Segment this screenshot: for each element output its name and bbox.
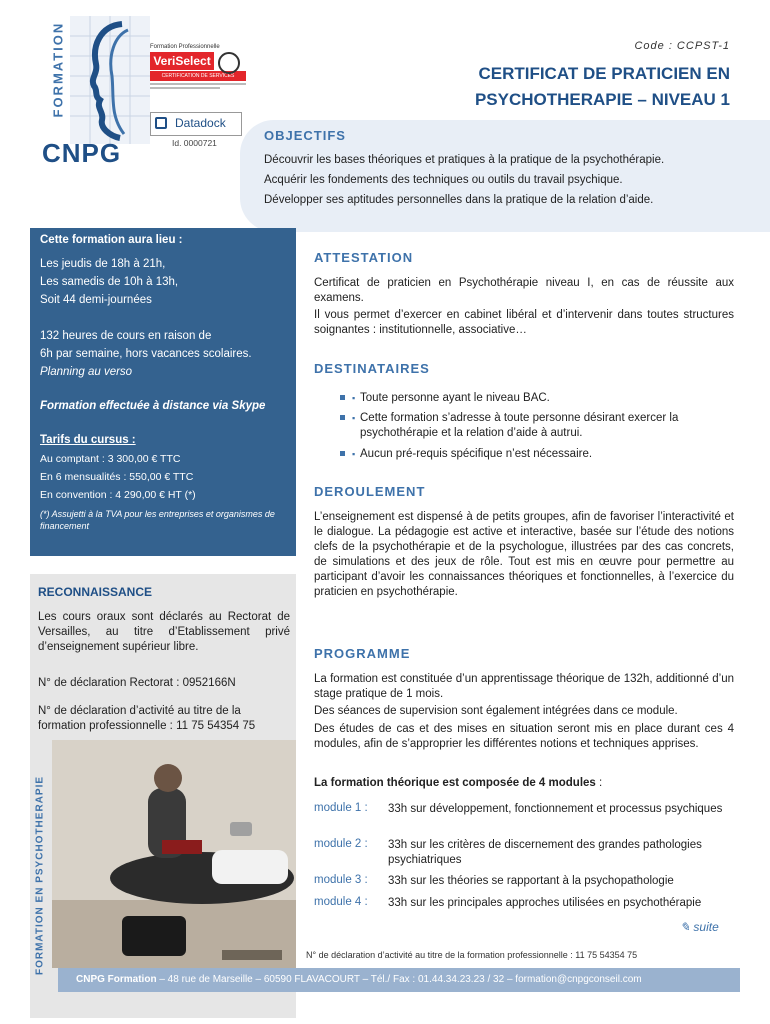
therapy-session-photo xyxy=(52,740,296,968)
tarif-line: Au comptant : 3 300,00 € TTC xyxy=(40,453,181,465)
deroulement-heading: DEROULEMENT xyxy=(314,484,426,499)
lieu-heading: Cette formation aura lieu : xyxy=(40,234,183,246)
module-text: 33h sur les critères de discernement des grandes pathologies psychiatriques xyxy=(388,839,702,866)
module-text: 33h sur développement, fonctionnement et processus psychiques xyxy=(388,803,723,815)
programme-p2: Des séances de supervision sont également intégrées dans ce module. xyxy=(314,705,678,717)
doc-code: Code : CCPST-1 xyxy=(634,40,730,52)
destinataire-item: ▪ Toute personne ayant le niveau BAC. xyxy=(360,391,730,406)
tarifs-heading: Tarifs du cursus : xyxy=(40,434,136,446)
attestation-heading: ATTESTATION xyxy=(314,250,414,265)
datadock-badge xyxy=(150,112,242,136)
activite-number: N° de déclaration d’activité au titre de la formation professionnelle : 11 75 54354 75 xyxy=(38,705,256,732)
programme-p1: La formation est constituée d’un apprentissage théorique de 132h, additionné d’un stage pratique de 1 mois. xyxy=(314,673,734,700)
logo-vertical-word: FORMATION xyxy=(50,21,66,118)
doc-title-line2: PSYCHOTHERAPIE – NIVEAU 1 xyxy=(474,90,730,109)
objectif-item: Acquérir les fondements des techniques ou outils du travail psychique. xyxy=(264,174,623,186)
objectif-item: Développer ses aptitudes personnelles dans la pratique de la relation d’aide. xyxy=(264,194,654,206)
tarif-line: En 6 mensualités : 550,00 € TTC xyxy=(40,471,194,483)
suite-link[interactable] xyxy=(680,920,719,934)
attestation-p2: Il vous permet d’exercer en cabinet libéral et d’intervenir dans toutes structures soignantes : institutionnelle, associative… xyxy=(314,309,734,336)
logo-name: CNPG xyxy=(42,138,122,168)
tarif-line: En convention : 4 290,00 € HT (*) xyxy=(40,489,196,501)
destinataires-heading: DESTINATAIRES xyxy=(314,361,430,376)
datadock-id: Id. 0000721 xyxy=(172,138,217,148)
modules-heading: La formation théorique est composée de 4 modules xyxy=(314,777,596,789)
bullet-icon xyxy=(340,415,345,420)
attestation-p1: Certificat de praticien en Psychothérapie niveau I, en cas de réussite aux examens. xyxy=(314,277,734,304)
distance-note: Formation effectuée à distance via Skype xyxy=(40,400,266,412)
schedule-line: Soit 44 demi-journées xyxy=(40,294,152,306)
veriselect-label: VeriSelect xyxy=(150,52,214,70)
schedule-line: Les samedis de 10h à 13h, xyxy=(40,276,179,288)
rectorat-number: N° de déclaration Rectorat : 0952166N xyxy=(38,677,236,689)
objectif-item: Découvrir les bases théoriques et pratiques à la pratique de la psychothérapie. xyxy=(264,154,665,166)
footer-company: CNPG Formation xyxy=(76,974,157,985)
module-text: 33h sur les théories se rapportant à la psychopathologie xyxy=(388,875,674,887)
module-label: module 2 : xyxy=(314,838,368,850)
cnpg-logo xyxy=(36,14,148,168)
formation-pro-label: Formation Professionnelle xyxy=(150,44,220,50)
hours-line: 132 heures de cours en raison de xyxy=(40,330,212,342)
module-text: 33h sur les principales approches utilisées en psychothérapie xyxy=(388,897,702,909)
objectifs-heading: OBJECTIFS xyxy=(264,128,346,143)
module-label: module 4 : xyxy=(314,896,368,908)
profile-head-icon xyxy=(70,16,150,144)
modules-intro xyxy=(314,777,602,789)
datadock-icon xyxy=(155,117,167,129)
veriselect-sub: CERTIFICATION DE SERVICES xyxy=(150,71,246,81)
deroulement-text: L’enseignement est dispensé à de petits groupes, afin de favoriser l’interactivité et le dialogue. La pédagogie est active et interactive, basée sur l’étude des notions clefs de la psychothérapie et de la psychologue, illustrées par des cas concrets, de simulations et des jeux de rôle. Tout est mis en œuvre pour permettre au participant d’avoir les connaissances théoriques et fonctionnelles, à l’exercice du praticien en psychothérapie. xyxy=(314,511,734,598)
tva-note: (*) Assujetti à la TVA pour les entreprises et organismes de financement xyxy=(40,509,275,531)
programme-heading: PROGRAMME xyxy=(314,646,411,661)
schedule-line: Les jeudis de 18h à 21h, xyxy=(40,258,166,270)
doc-title-line1: CERTIFICAT DE PRATICIEN EN xyxy=(478,64,730,83)
reconnaissance-heading: RECONNAISSANCE xyxy=(38,585,153,599)
planning-note: Planning au verso xyxy=(40,366,133,378)
hours-line: 6h par semaine, hors vacances scolaires. xyxy=(40,348,252,360)
modules-colon: : xyxy=(595,777,603,789)
bureau-veritas-seal-icon xyxy=(218,52,240,74)
bullet-icon xyxy=(340,395,345,400)
destinataire-item: ▪ Cette formation s’adresse à toute personne désirant exercer la psychothérapie et la relation d’aide à autrui. xyxy=(360,411,730,441)
vertical-formation-label: FORMATION EN PSYCHOTHERAPIE xyxy=(34,775,46,976)
bullet-icon xyxy=(340,451,345,456)
footer-contact xyxy=(76,974,740,985)
destinataire-item: ▪ Aucun pré-requis spécifique n’est nécessaire. xyxy=(360,447,730,462)
pencil-icon: ✎ xyxy=(680,920,694,934)
footer-address: – 48 rue de Marseille – 60590 FLAVACOURT – Tél./ Fax : 01.44.34.23.23 / 32 – formation@cnpgconseil.com xyxy=(156,974,642,985)
module-label: module 1 : xyxy=(314,802,368,814)
reconnaissance-text: Les cours oraux sont déclarés au Rectorat de Versailles, au titre d’Etablissement privé d’enseignement supérieur libre. xyxy=(38,611,290,653)
veriselect-badge xyxy=(150,52,246,90)
programme-p3: Des études de cas et des mises en situation seront mis en place durant ces 4 modules, afin de s’approprier les différentes notions et techniques apprises. xyxy=(314,723,734,750)
suite-label: suite xyxy=(693,920,719,934)
footer-declaration: N° de déclaration d’activité au titre de la formation professionnelle : 11 75 54354 75 xyxy=(306,950,638,960)
module-label: module 3 : xyxy=(314,874,368,886)
datadock-label: Datadock xyxy=(175,116,226,130)
